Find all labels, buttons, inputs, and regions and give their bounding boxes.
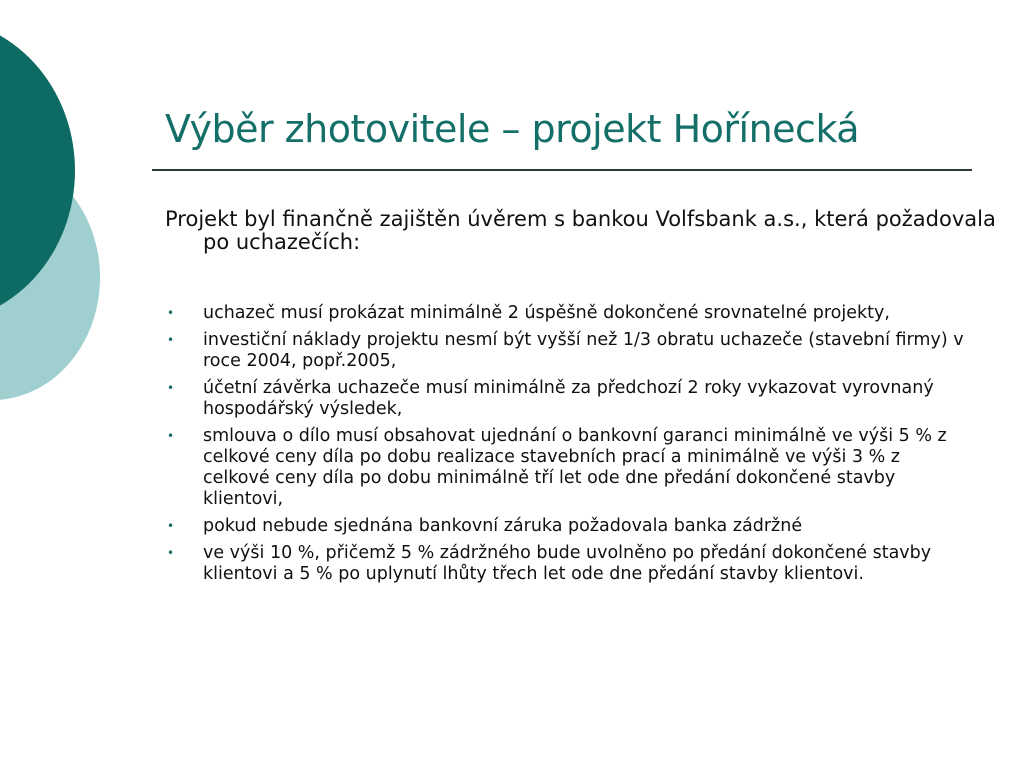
- bullet-icon: •: [167, 333, 175, 347]
- bullet-item: [165, 426, 965, 510]
- bullet-item: [165, 378, 965, 420]
- bullet-text: smlouva o dílo musí obsahovat ujednání o bankovní garanci minimálně ve výši 5 % z celkové ceny díla po dobu realizace stavebních prací a minimálně ve výši 3 % z celkové ceny díla po dobu minimálně tří let ode dne předání dokončené stavby klientovi,: [203, 426, 947, 509]
- slide-title: Výběr zhotovitele – projekt Hořínecká: [165, 107, 860, 151]
- bullet-item: [165, 303, 965, 324]
- bullet-icon: •: [167, 381, 175, 395]
- bullet-list: [165, 303, 965, 591]
- bullet-icon: •: [167, 546, 175, 560]
- title-underline: [152, 169, 972, 171]
- bullet-item: [165, 543, 965, 585]
- intro-text: Projekt byl finančně zajištěn úvěrem s bankou Volfsbank a.s., která požadovala po uchazečích:: [165, 207, 996, 254]
- bullet-icon: •: [167, 519, 175, 533]
- bullet-icon: •: [167, 306, 175, 320]
- bullet-text: pokud nebude sjednána bankovní záruka požadovala banka zádržné: [203, 516, 803, 536]
- bullet-text: uchazeč musí prokázat minimálně 2 úspěšně dokončené srovnatelné projekty,: [203, 303, 890, 323]
- bullet-text: účetní závěrka uchazeče musí minimálně za předchozí 2 roky vykazovat vyrovnaný hospodářský výsledek,: [203, 378, 934, 419]
- bullet-text: ve výši 10 %, přičemž 5 % zádržného bude uvolněno po předání dokončené stavby klientovi a 5 % po uplynutí lhůty třech let ode dne předání stavby klientovi.: [203, 543, 932, 584]
- bullet-text: investiční náklady projektu nesmí být vyšší než 1/3 obratu uchazeče (stavební firmy) v roce 2004, popř.2005,: [203, 330, 964, 371]
- bullet-icon: •: [167, 429, 175, 443]
- bullet-item: [165, 516, 965, 537]
- bullet-item: [165, 330, 965, 372]
